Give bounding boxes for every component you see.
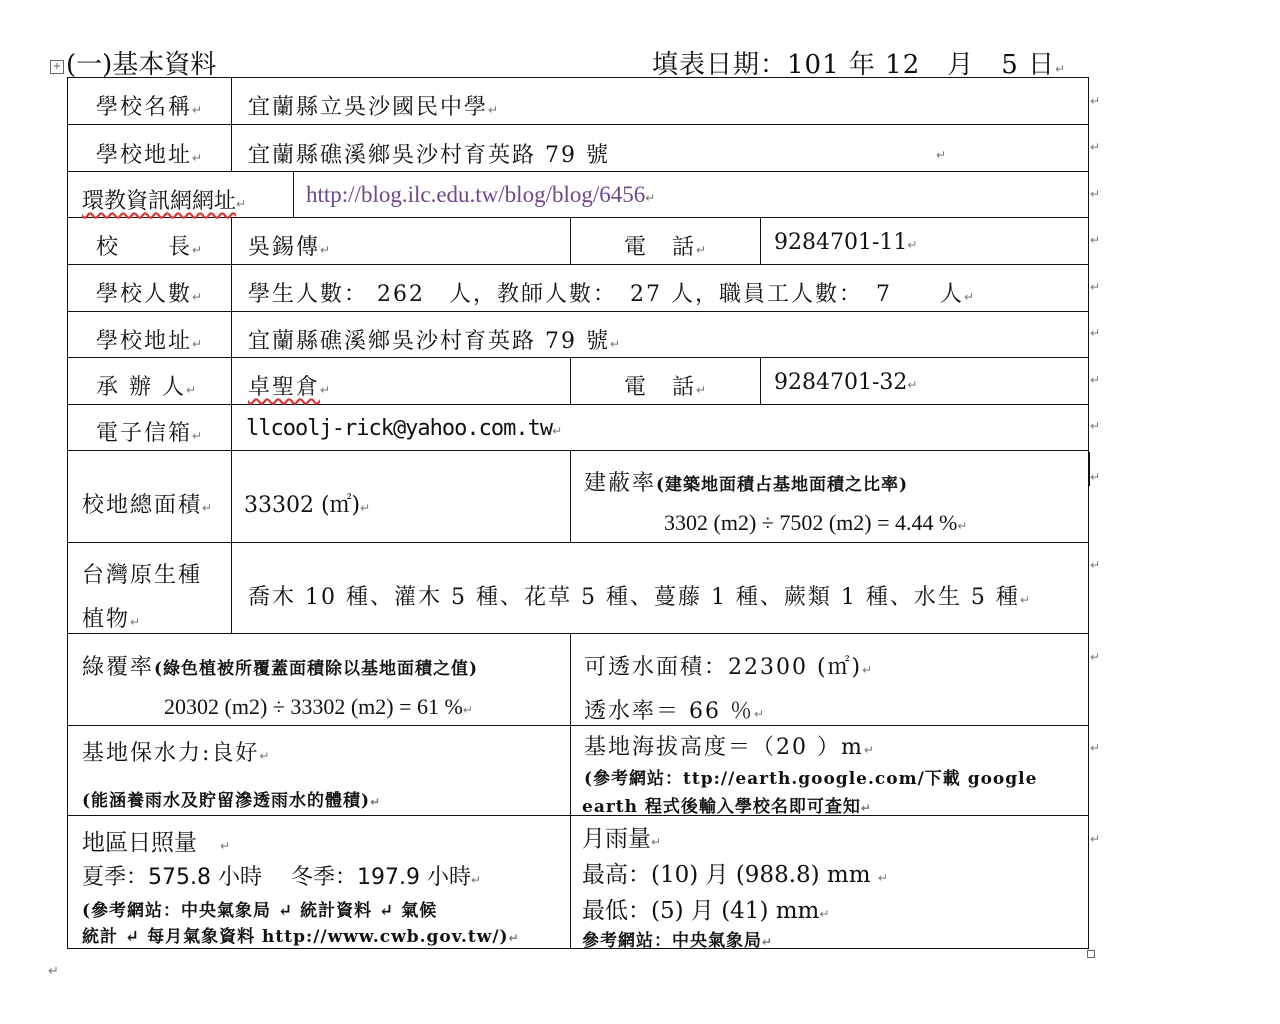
school-name-value[interactable]: 宜蘭縣立吳沙國民中學↵ <box>248 95 501 120</box>
eco-website-link[interactable]: http://blog.ilc.edu.tw/blog/blog/6456↵ <box>306 182 656 207</box>
paragraph-mark: ↵ <box>48 964 59 979</box>
row-end-mark: ↵ <box>1090 326 1101 340</box>
phone-value-2[interactable]: 9284701-32↵ <box>774 370 918 395</box>
row-end-mark: ↵ <box>1090 187 1101 201</box>
school-address-label: 學校地址↵ <box>96 143 205 168</box>
row-end-mark: ↵ <box>1090 233 1101 247</box>
elevation[interactable]: 基地海拔高度＝（20 ）m↵ <box>584 735 876 760</box>
table-move-handle-icon[interactable]: + <box>50 60 64 74</box>
water-retention[interactable]: 基地保水力:良好↵ <box>82 741 272 766</box>
contact-value[interactable]: 卓聖倉↵ <box>248 375 333 400</box>
coverage-ratio-formula[interactable]: 3302 (m2) ÷ 7502 (m2) = 4.44 %↵ <box>664 510 968 535</box>
phone-value-1[interactable]: 9284701-11↵ <box>774 230 918 255</box>
eco-website-label: 環教資訊網網址↵ <box>82 189 247 214</box>
green-coverage-heading: 綠覆率(綠色植被所覆蓋面積除以基地面積之值) <box>82 655 479 680</box>
basic-info-table: 學校名稱↵ 宜蘭縣立吳沙國民中學↵ 學校地址↵ 宜蘭縣礁溪鄉吳沙村育英路 79 號 ↵ 環教資訊網網址↵ http://blog.ilc.edu.tw/blog/blog/6456↵ 校 長↵ 吳錫傳↵ 電 話↵ 9284701-11↵ 學校人數↵ 學生人數： 262 人，教師人數： 27 人，職員工人數： 7 人↵ 學校地址↵ 宜蘭縣礁溪鄉吳沙村育英路 79 號↵ 承 辦 人↵ 卓聖倉↵ 電 話↵ 9284701-32↵ 電子信箱↵ llcoolj-rick@yahoo.com.tw↵ 校地總面積↵ 33302 (㎡)↵ 建蔽率(建築地面積占基地面積之比率) 3302 (m2) ÷ 7502 (m2) = 4.44 %↵ 台灣原生種 植物↵ 喬木 10 種、灌木 5 種、花草 5 種、蔓藤 1 種、蕨類 1 種、水生 5 種↵ 綠覆率(綠色植被所覆蓋面積除以基地面積之值) 20302 (m2) ÷ 33302 (m2) = 61 %↵ 可透水面積：22300 (㎡)↵ 透水率＝ 66 ％↵ 基地保水力:良好↵ (能涵養雨水及貯留滲透雨水的體積)↵ 基地海拔高度＝（20 ）m↵ (參考網站：ttp://earth.google.com/下載 google earth 程式後輸入學校名即可查知↵ 地區日照量 ↵ 夏季：575.8 小時 冬季：197.9 小時↵ (參考網站：中央氣象局 ↵ 統計資料 ↵ 氣候 統計 ↵ 每月氣象資料 http://www.cwb.gov.tw/)↵ 月雨量↵ 最高：(10) 月 (988.8) mm ↵ 最低：(5) 月 (41) mm↵ 參考網站：中央氣象局↵ <box>67 77 1089 949</box>
school-address-value-2[interactable]: 宜蘭縣礁溪鄉吳沙村育英路 79 號↵ <box>248 329 623 354</box>
section-title: (一)基本資料 <box>66 50 217 80</box>
school-name-label: 學校名稱↵ <box>96 95 205 120</box>
site-area-value[interactable]: 33302 (㎡)↵ <box>244 493 371 518</box>
sunshine-value[interactable]: 夏季：575.8 小時 冬季：197.9 小時↵ <box>82 865 482 890</box>
row-end-mark: ↵ <box>1090 558 1101 572</box>
row-end-mark: ↵ <box>1090 470 1101 484</box>
school-address-value[interactable]: 宜蘭縣礁溪鄉吳沙村育英路 79 號 <box>248 143 610 168</box>
headcount-label: 學校人數↵ <box>96 282 205 307</box>
permeable-area[interactable]: 可透水面積：22300 (㎡)↵ <box>584 655 875 680</box>
rainfall-min[interactable]: 最低：(5) 月 (41) mm↵ <box>582 898 830 924</box>
row-end-mark: ↵ <box>1090 280 1101 294</box>
sunshine-note: (參考網站：中央氣象局 ↵ 統計資料 ↵ 氣候 <box>82 901 438 921</box>
row-end-mark: ↵ <box>1090 419 1101 433</box>
table-resize-handle[interactable] <box>1087 950 1095 958</box>
rainfall-reference: 參考網站：中央氣象局↵ <box>582 931 774 951</box>
email-value[interactable]: llcoolj-rick@yahoo.com.tw↵ <box>246 416 562 441</box>
native-plants-label-2: 植物↵ <box>82 607 143 632</box>
row-end-mark: ↵ <box>1090 741 1101 755</box>
water-retention-note: (能涵養雨水及貯留滲透雨水的體積)↵ <box>82 791 382 811</box>
rainfall-max[interactable]: 最高：(10) 月 (988.8) mm ↵ <box>582 862 888 888</box>
principal-value[interactable]: 吳錫傳↵ <box>248 235 333 260</box>
native-plants-value[interactable]: 喬木 10 種、灌木 5 種、花草 5 種、蔓藤 1 種、蕨類 1 種、水生 5 種↵ <box>248 585 1032 610</box>
phone-label-2: 電 話↵ <box>624 375 709 400</box>
sunshine-note-2: 統計 ↵ 每月氣象資料 http://www.cwb.gov.tw/)↵ <box>82 927 520 947</box>
row-end-mark: ↵ <box>1090 373 1101 387</box>
row-end-mark: ↵ <box>1090 94 1101 108</box>
form-date: 填表日期：101 年 12 月 5 日↵ <box>652 50 1067 80</box>
headcount-value[interactable]: 學生人數： 262 人，教師人數： 27 人，職員工人數： 7 人↵ <box>248 282 977 307</box>
sunshine-title: 地區日照量 ↵ <box>82 830 231 856</box>
row-end-mark: ↵ <box>1090 140 1101 154</box>
contact-label: 承 辦 人↵ <box>96 375 199 400</box>
elevation-note: (參考網站：ttp://earth.google.com/下載 google <box>584 769 1038 789</box>
permeability-rate[interactable]: 透水率＝ 66 ％↵ <box>584 699 767 724</box>
rainfall-title: 月雨量↵ <box>582 826 662 852</box>
principal-label: 校 長↵ <box>96 235 205 260</box>
green-coverage-formula[interactable]: 20302 (m2) ÷ 33302 (m2) = 61 %↵ <box>164 694 473 719</box>
coverage-ratio-heading: 建蔽率(建築地面積占基地面積之比率) <box>584 471 909 496</box>
row-end-mark: ↵ <box>1090 832 1101 846</box>
phone-label-1: 電 話↵ <box>624 235 709 260</box>
row-end-mark: ↵ <box>1090 650 1101 664</box>
school-address-label-2: 學校地址↵ <box>96 329 205 354</box>
email-label: 電子信箱↵ <box>96 421 205 446</box>
text-cursor <box>1088 452 1090 486</box>
native-plants-label: 台灣原生種 <box>82 563 203 588</box>
site-area-label: 校地總面積↵ <box>82 493 215 518</box>
elevation-note-2: earth 程式後輸入學校名即可查知↵ <box>582 797 872 817</box>
